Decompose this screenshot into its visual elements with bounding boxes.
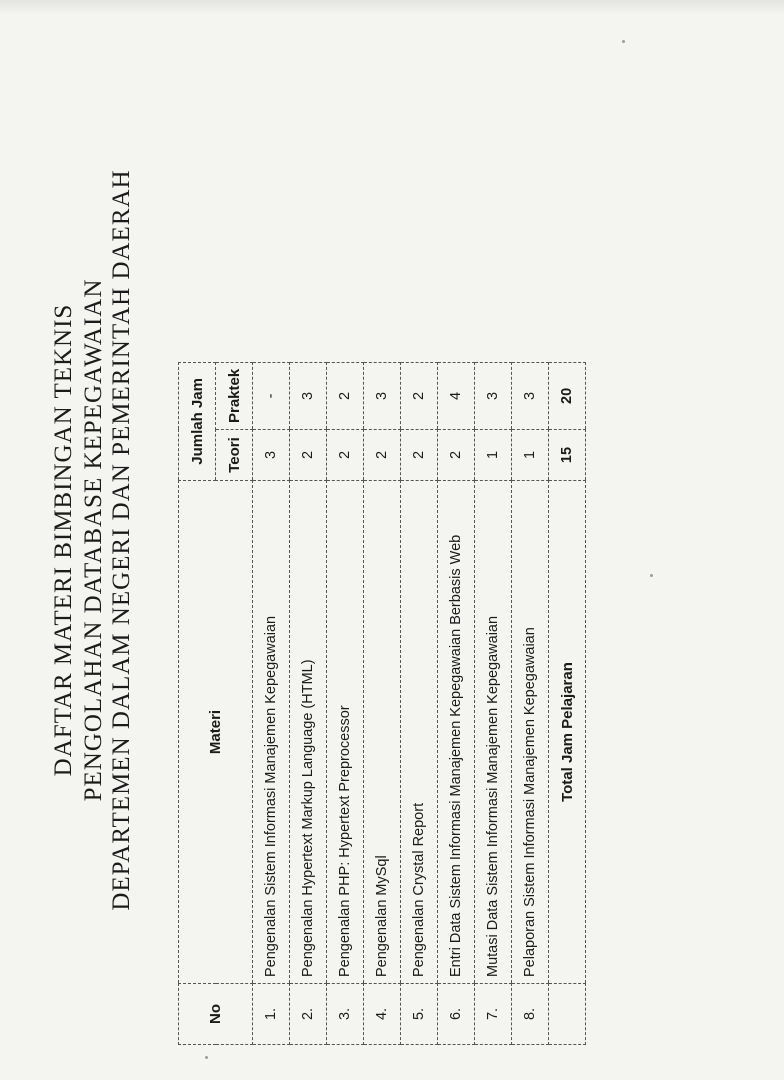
row-materi: Pengenalan PHP: Hypertext Preprocessor [327, 481, 364, 984]
row-teori: 2 [364, 430, 401, 481]
materi-table [178, 362, 586, 1045]
row-praktek: 2 [327, 362, 364, 429]
header-materi: Materi [179, 481, 253, 984]
row-praktek: 3 [475, 362, 512, 429]
table-row [512, 362, 549, 1044]
row-teori: 3 [253, 430, 290, 481]
row-materi: Pengenalan Crystal Report [401, 481, 438, 984]
row-materi: Mutasi Data Sistem Informasi Manajemen Kepegawaian [475, 481, 512, 984]
row-teori: 2 [401, 430, 438, 481]
row-no: 4. [364, 984, 401, 1045]
row-materi: Pengenalan Hypertext Markup Language (HTML) [290, 481, 327, 984]
row-praktek: 3 [290, 362, 327, 429]
table-total-row [549, 362, 586, 1044]
table-row [438, 362, 475, 1044]
header-jumlah-jam: Jumlah Jam [179, 362, 216, 480]
row-materi: Pelaporan Sistem Informasi Manajemen Kepegawaian [512, 481, 549, 984]
table-row [475, 362, 512, 1044]
table-header-row [179, 362, 216, 1044]
row-no: 8. [512, 984, 549, 1045]
row-praktek: 2 [401, 362, 438, 429]
table-row [364, 362, 401, 1044]
row-materi: Entri Data Sistem Informasi Manajemen Kepegawaian Berbasis Web [438, 481, 475, 984]
row-praktek: 3 [512, 362, 549, 429]
row-teori: 1 [475, 430, 512, 481]
table-row [253, 362, 290, 1044]
table-row [327, 362, 364, 1044]
row-teori: 2 [290, 430, 327, 481]
row-teori: 2 [438, 430, 475, 481]
total-praktek: 20 [549, 362, 586, 429]
total-teori: 15 [549, 430, 586, 481]
row-no: 1. [253, 984, 290, 1045]
row-teori: 2 [327, 430, 364, 481]
row-no: 3. [327, 984, 364, 1045]
row-materi: Pengenalan Sistem Informasi Manajemen Kepegawaian [253, 481, 290, 984]
header-no: No [179, 984, 253, 1045]
row-no: 7. [475, 984, 512, 1045]
header-teori: Teori [216, 430, 253, 481]
title-line-2: PENGOLAHAN DATABASE KEPEGAWAIAN [80, 278, 107, 802]
title-line-3: DEPARTEMEN DALAM NEGERI DAN PEMERINTAH DAERAH [108, 169, 135, 911]
row-no: 6. [438, 984, 475, 1045]
row-praktek: 4 [438, 362, 475, 429]
table-row [290, 362, 327, 1044]
total-no-cell [549, 984, 586, 1045]
table-row [401, 362, 438, 1044]
header-praktek: Praktek [216, 362, 253, 429]
row-teori: 1 [512, 430, 549, 481]
row-no: 2. [290, 984, 327, 1045]
row-no: 5. [401, 984, 438, 1045]
row-materi: Pengenalan MySql [364, 481, 401, 984]
total-label: Total Jam Pelajaran [549, 481, 586, 984]
row-praktek: 3 [364, 362, 401, 429]
row-praktek: - [253, 362, 290, 429]
title-line-1: DAFTAR MATERI BIMBINGAN TEKNIS [50, 303, 77, 777]
